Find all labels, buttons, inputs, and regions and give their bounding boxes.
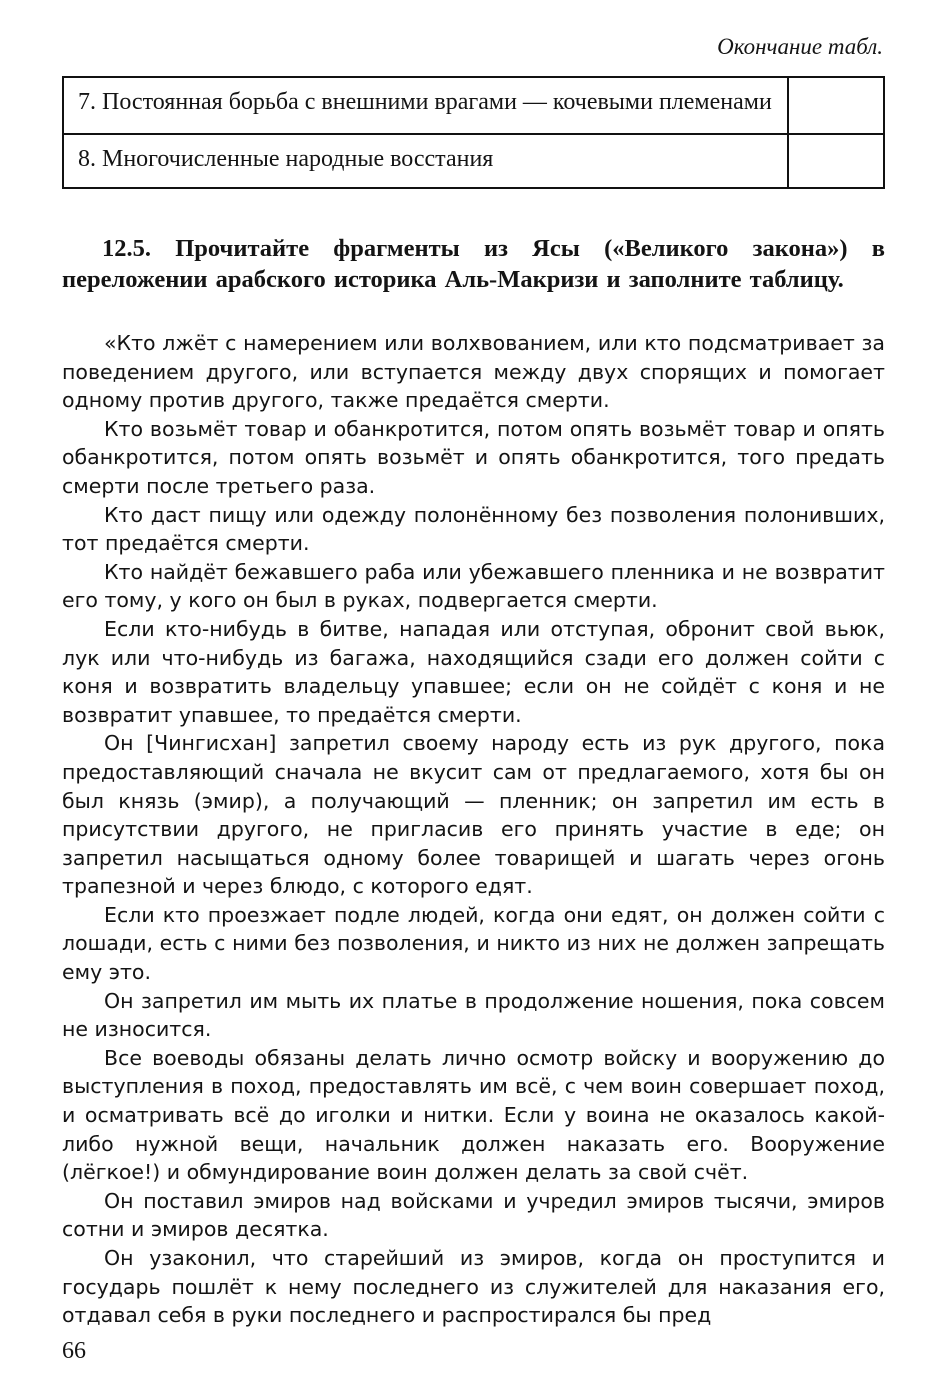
paragraph: Если кто проезжает подле людей, когда они едят, он должен сойти с лошади, есть с ними без позволения, и никто из них не должен запрещать ему это. xyxy=(62,902,885,985)
task-heading: 12.5. Прочитайте фрагменты из Ясы («Великого закона») в переложении арабского историка Аль-Макризи и заполните таблицу. xyxy=(62,235,885,293)
paragraph: Кто возьмёт товар и обанкротится, потом опять возьмёт товар и опять обанкротится, потом опять возьмёт и опять обанкротится, того предать смерти после третьего раза. xyxy=(62,416,885,498)
paragraph: Если кто-нибудь в битве, нападая или отступая, обронит свой вьюк, лук или что-нибудь из багажа, находящийся сзади его должен сойти с коня и возвратить владельцу упавшее; если он не сойдёт с коня и не возвратит упавшее, то предаётся смерти. xyxy=(62,616,885,727)
paragraph: «Кто лжёт с намерением или волхвованием, или кто подсматривает за поведением другого, или вступается между двух спорящих и помогает одному против другого, также предаётся смерти. xyxy=(62,331,885,413)
table-row xyxy=(63,134,884,188)
table-row xyxy=(63,77,884,134)
paragraph: Кто даст пищу или одежду полонённому без позволения полонивших, тот предаётся смерти. xyxy=(62,502,885,556)
table-cell-empty xyxy=(788,77,884,134)
paragraph: Он [Чингисхан] запретил своему народу есть из рук другого, пока предоставляющий сначала не вкусит сам от предлагаемого, хотя бы он был князь (эмир), а получающий — пленник; он запретил им есть в присутствии другого, не пригласив его принять участие в еде; он запретил насыщаться одному более товарищей и шагать через огонь трапезной и через блюдо, с которого едят. xyxy=(62,731,885,899)
paragraph: Кто найдёт бежавшего раба или убежавшего пленника и не возвратит его тому, у кого он был в руках, подвергается смерти. xyxy=(62,559,885,613)
page-number: 66 xyxy=(62,1338,86,1364)
paragraph: Он поставил эмиров над войсками и учредил эмиров тысячи, эмиров сотни и эмиров десятка. xyxy=(62,1188,885,1242)
factors-table xyxy=(62,76,885,189)
table-cell-text: 8. Многочисленные народные восстания xyxy=(63,134,788,188)
paragraph: Он запретил им мыть их платье в продолжение ношения, пока совсем не износится. xyxy=(62,988,885,1042)
table-continuation-label: Окончание табл. xyxy=(717,34,883,59)
table-cell-text: 7. Постоянная борьба с внешними врагами — кочевыми племенами xyxy=(63,77,788,134)
paragraph: Он узаконил, что старейший из эмиров, когда он проступится и государь пошлёт к нему последнего из служителей для наказания его, отдавал себя в руки последнего и распростирался бы пред xyxy=(62,1246,885,1328)
table-cell-empty xyxy=(788,134,884,188)
paragraph: Все воеводы обязаны делать лично осмотр войску и вооружению до выступления в поход, предоставлять им всё, с чем воин совершает поход, и осматривать всё до иголки и нитки. Если у воина не оказалось какой-либо нужной вещи, начальник должен наказать его. Вооружение (лёгкое!) и обмундирование воин должен делать за свой счёт. xyxy=(62,1045,885,1185)
document-body xyxy=(62,329,885,1330)
